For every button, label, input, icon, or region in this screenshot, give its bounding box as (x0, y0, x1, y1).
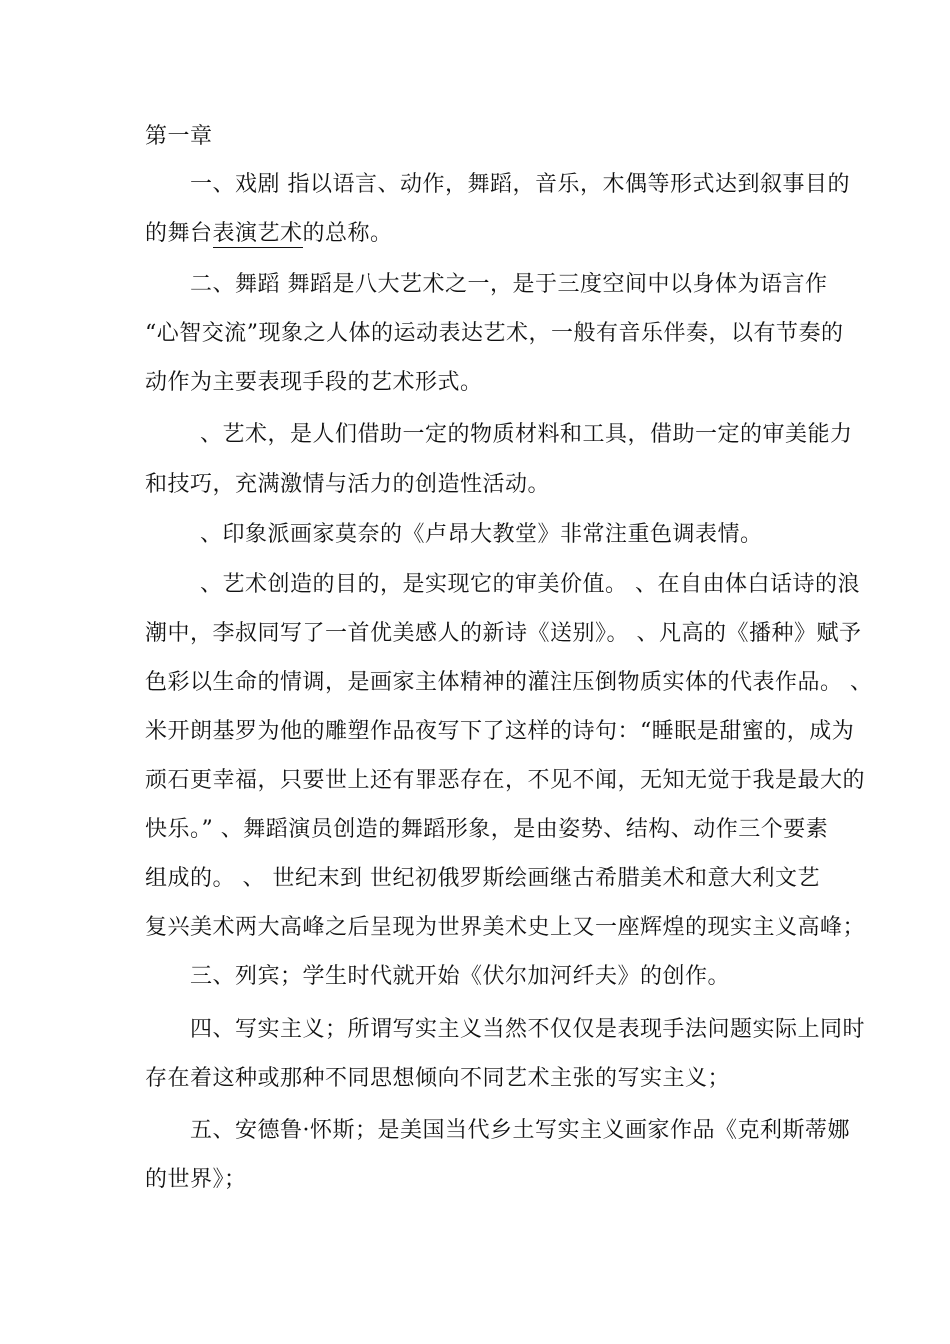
paragraph-line: 动作为主要表现手段的艺术形式。 (145, 370, 483, 395)
paragraph-line: “心智交流”现象之人体的运动表达艺术，一般有音乐伴奏，以有节奏的 (145, 321, 844, 346)
paragraph-line: 、印象派画家莫奈的《卢昂大教堂》非常注重色调表情。 (200, 522, 763, 547)
paragraph-line: 复兴美术两大高峰之后呈现为世界美术史上又一座辉煌的现实主义高峰； (145, 915, 866, 940)
chapter-heading: 第一章 (145, 124, 213, 149)
paragraph-line: 、艺术创造的目的，是实现它的审美价值。 、在自由体白话诗的浪 (200, 572, 860, 597)
paragraph-line: 顽石更幸福，只要世上还有罪恶存在，不见不闻，无知无觉于我是最大的 (145, 768, 866, 793)
paragraph-line: 五、安德鲁·怀斯；是美国当代乡土写实主义画家作品《克利斯蒂娜 (190, 1118, 850, 1143)
paragraph-line: 存在着这种或那种不同思想倾向不同艺术主张的写实主义； (145, 1066, 731, 1091)
paragraph-line (145, 219, 865, 249)
underlined-term: 表演艺术 (212, 221, 303, 246)
paragraph-line: 快乐。” 、舞蹈演员创造的舞蹈形象，是由姿势、结构、动作三个要素 (145, 817, 829, 842)
paragraph-line: 二、舞蹈 舞蹈是八大艺术之一，是于三度空间中以身体为语言作 (190, 272, 828, 297)
paragraph-line: 组成的。 、 世纪末到 世纪初俄罗斯绘画继古希腊美术和意大利文艺 (145, 866, 820, 891)
paragraph-line: 一、戏剧 指以语言、动作，舞蹈，音乐，木偶等形式达到叙事目的 (190, 172, 850, 197)
paragraph-line: 和技巧，充满激情与活力的创造性活动。 (145, 472, 551, 497)
paragraph-line: 色彩以生命的情调，是画家主体精神的灌注压倒物质实体的代表作品。 、 (145, 670, 873, 695)
paragraph-line: 三、列宾；学生时代就开始《伏尔加河纤夫》的创作。 (190, 964, 731, 989)
paragraph-line: 、艺术，是人们借助一定的物质材料和工具，借助一定的审美能力 (200, 422, 853, 447)
paragraph-line: 四、写实主义；所谓写实主义当然不仅仅是表现手法问题实际上同时 (190, 1017, 866, 1042)
paragraph-line: 的世界》； (145, 1167, 247, 1192)
text-segment: 的舞台 (145, 221, 213, 246)
paragraph-line: 米开朗基罗为他的雕塑作品夜写下了这样的诗句：“睡眠是甜蜜的，成为 (145, 719, 855, 744)
paragraph-line: 潮中，李叔同写了一首优美感人的新诗《送别》。 、凡高的《播种》赋予 (145, 621, 862, 646)
text-segment: 的总称。 (302, 221, 393, 246)
